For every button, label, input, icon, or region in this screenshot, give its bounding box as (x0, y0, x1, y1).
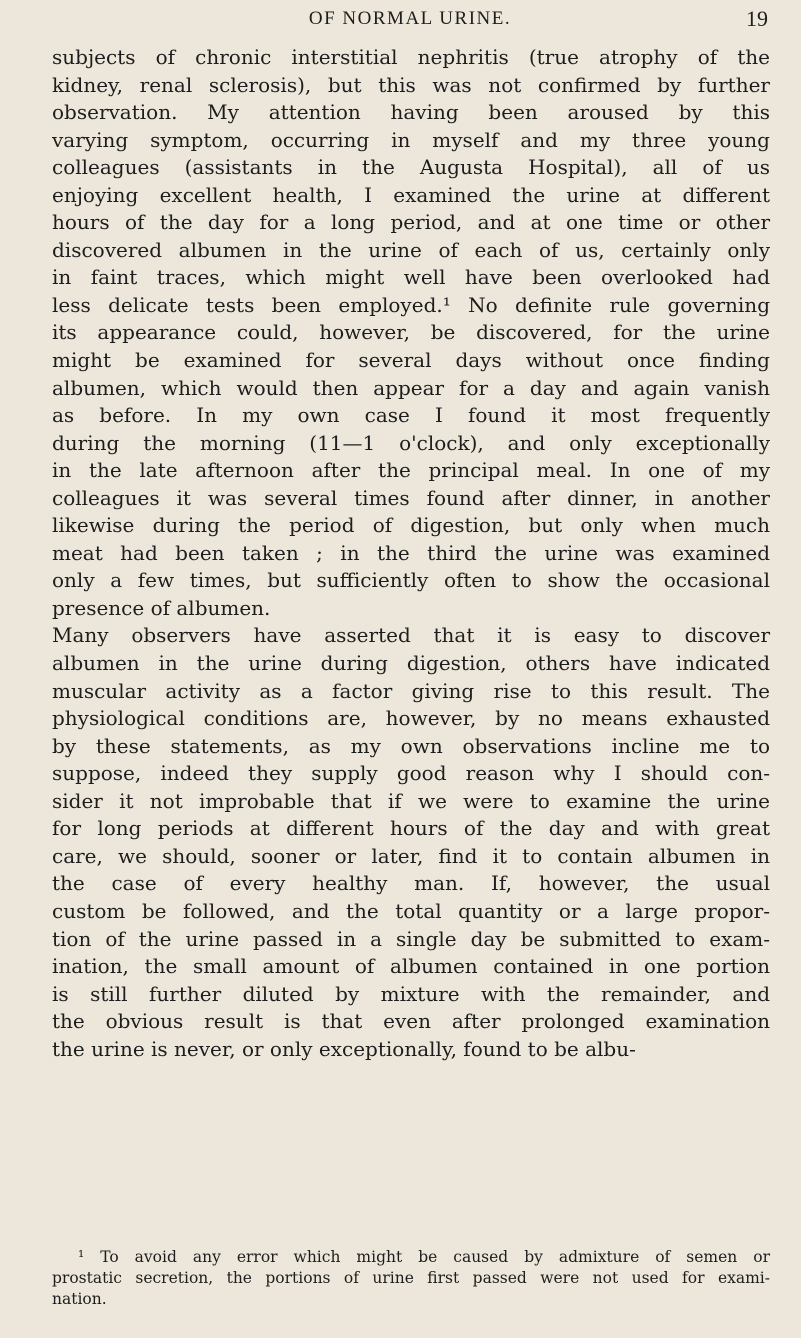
text-line: hours of the day for a long period, and at one time or other (52, 210, 770, 235)
text-line: its appearance could, however, be discovered, for the urine (52, 320, 770, 345)
text-line: colleagues it was several times found after dinner, in another (52, 485, 770, 510)
text-line: tion of the urine passed in a single day be submitted to exam- (52, 926, 770, 951)
text-line: is still further diluted by mixture with the remainder, and (52, 981, 770, 1006)
text-line: observation. My attention having been aroused by this (52, 100, 770, 125)
footnote-line: nation. (52, 1290, 107, 1308)
body-text (52, 44, 770, 1063)
text-line: colleagues (assistants in the Augusta Hospital), all of us (52, 155, 770, 180)
text-line: Many observers have asserted that it is easy to discover (52, 623, 770, 648)
text-line: the obvious result is that even after prolonged examination (52, 1009, 770, 1034)
text-line: by these statements, as my own observations incline me to (52, 733, 770, 758)
text-line: enjoying excellent health, I examined the urine at different (52, 182, 770, 207)
page-number: 19 (746, 6, 768, 31)
running-head (52, 4, 768, 38)
text-line: as before. In my own case I found it most frequently (52, 403, 770, 428)
text-line: the case of every healthy man. If, however, the usual (52, 871, 770, 896)
text-line: presence of albumen. (52, 595, 271, 620)
text-line: albumen, which would then appear for a day and again vanish (52, 375, 770, 400)
text-line: less delicate tests been employed.¹ No definite rule governing (52, 292, 770, 317)
footnotes (52, 1247, 770, 1310)
text-line: the urine is never, or only exceptionally, found to be albu- (52, 1036, 636, 1061)
text-line: physiological conditions are, however, by no means exhausted (52, 706, 770, 731)
text-line: sider it not improbable that if we were to examine the urine (52, 788, 770, 813)
text-line: ination, the small amount of albumen contained in one portion (52, 954, 770, 979)
text-line: discovered albumen in the urine of each of us, certainly only (52, 237, 770, 262)
text-line: suppose, indeed they supply good reason why I should con- (52, 761, 770, 786)
running-title: OF NORMAL URINE. (308, 8, 512, 29)
text-line: only a few times, but sufficiently often to show the occasional (52, 568, 770, 593)
text-line: for long periods at different hours of the day and with great (52, 816, 770, 841)
text-line: likewise during the period of digestion, but only when much (52, 513, 770, 538)
text-line: custom be followed, and the total quantity or a large propor- (52, 898, 770, 923)
text-line: in faint traces, which might well have been overlooked had (52, 265, 770, 290)
text-line: subjects of chronic interstitial nephritis (true atrophy of the (52, 45, 770, 69)
text-line: varying symptom, occurring in myself and my three young (52, 127, 770, 152)
text-line: might be examined for several days without once finding (52, 348, 770, 373)
text-line: muscular activity as a factor giving rise to this result. The (52, 678, 770, 703)
footnote-line: ¹ To avoid any error which might be caused by admixture of semen or (78, 1248, 770, 1266)
text-line: during the morning (11—1 o'clock), and only exceptionally (52, 430, 770, 455)
text-line: meat had been taken ; in the third the urine was examined (52, 540, 770, 565)
text-line: albumen in the urine during digestion, others have indicated (52, 651, 770, 676)
text-line: in the late afternoon after the principal meal. In one of my (52, 458, 770, 483)
text-line: care, we should, sooner or later, find it to contain albumen in (52, 843, 770, 868)
footnote-line: prostatic secretion, the portions of urine first passed were not used for exami- (52, 1269, 770, 1287)
text-line: kidney, renal sclerosis), but this was not confirmed by further (52, 72, 770, 97)
